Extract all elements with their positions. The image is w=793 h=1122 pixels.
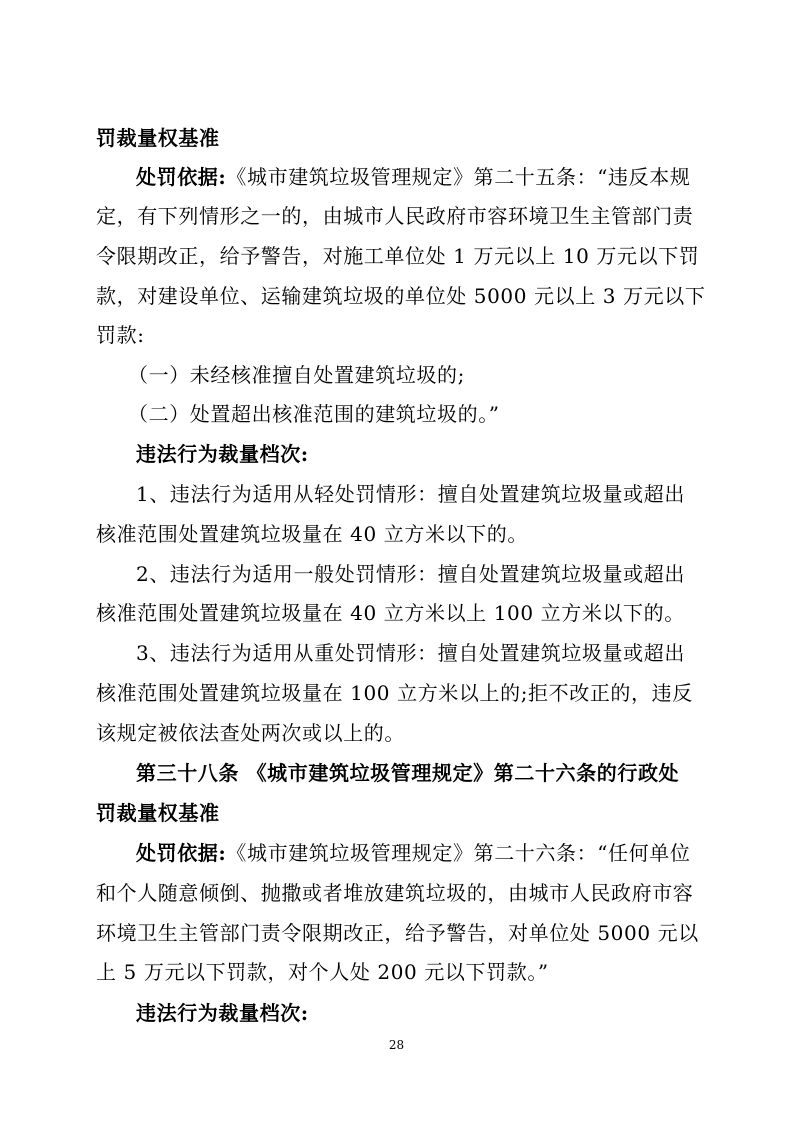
paragraph-line: 和个人随意倾倒、抛撒或者堆放建筑垃圾的，由城市人民政府市容	[96, 881, 694, 905]
penalty-basis-text: 《城市建筑垃圾管理规定》第二十六条：“任何单位	[226, 841, 691, 865]
page-number: 28	[388, 1038, 405, 1052]
paragraph-line: 款，对建设单位、运输建筑垃圾的单位处 5000 元以上 3 万元以下	[96, 284, 706, 308]
penalty-basis-label: 处罚依据:	[136, 165, 227, 189]
level-item-line: 1、违法行为适用从轻处罚情形：擅自处置建筑垃圾量或超出	[136, 482, 685, 506]
paragraph-line: 环境卫生主管部门责令限期改正，给予警告，对单位处 5000 元以	[96, 921, 699, 945]
article-heading: 罚裁量权基准	[96, 801, 220, 825]
penalty-basis-text: 《城市建筑垃圾管理规定》第二十五条：“违反本规	[226, 165, 691, 189]
level-item-line: 核准范围处置建筑垃圾量在 40 立方米以下的。	[96, 522, 528, 546]
level-item-line: 3、违法行为适用从重处罚情形：擅自处置建筑垃圾量或超出	[136, 641, 685, 665]
paragraph-line: 定，有下列情形之一的，由城市人民政府市容环境卫生主管部门责	[96, 204, 694, 228]
discretion-levels-heading: 违法行为裁量档次:	[136, 1001, 309, 1025]
penalty-basis-paragraph-line	[136, 840, 711, 866]
discretion-levels-heading: 违法行为裁量档次:	[136, 442, 309, 466]
penalty-basis-label: 处罚依据:	[136, 841, 227, 865]
penalty-basis-paragraph-line	[136, 164, 711, 190]
level-item-line: 2、违法行为适用一般处罚情形：擅自处置建筑垃圾量或超出	[136, 562, 685, 586]
section-heading-continuation: 罚裁量权基准	[96, 126, 220, 150]
article-heading: 第三十八条 《城市建筑垃圾管理规定》第二十六条的行政处	[136, 761, 680, 785]
level-item-line: 该规定被依法查处两次或以上的。	[96, 721, 405, 745]
paragraph-line: 罚款:	[96, 323, 145, 347]
paragraph-line: 上 5 万元以下罚款，对个人处 200 元以下罚款。”	[96, 960, 549, 984]
list-item: （一）未经核准擅自处置建筑垃圾的;	[128, 363, 465, 387]
level-item-line: 核准范围处置建筑垃圾量在 100 立方米以上的;拒不改正的，违反	[96, 681, 693, 705]
level-item-line: 核准范围处置建筑垃圾量在 40 立方米以上 100 立方米以下的。	[96, 601, 685, 625]
paragraph-line: 令限期改正，给予警告，对施工单位处 1 万元以上 10 万元以下罚	[96, 244, 700, 268]
list-item: （二）处置超出核准范围的建筑垃圾的。”	[128, 402, 500, 426]
